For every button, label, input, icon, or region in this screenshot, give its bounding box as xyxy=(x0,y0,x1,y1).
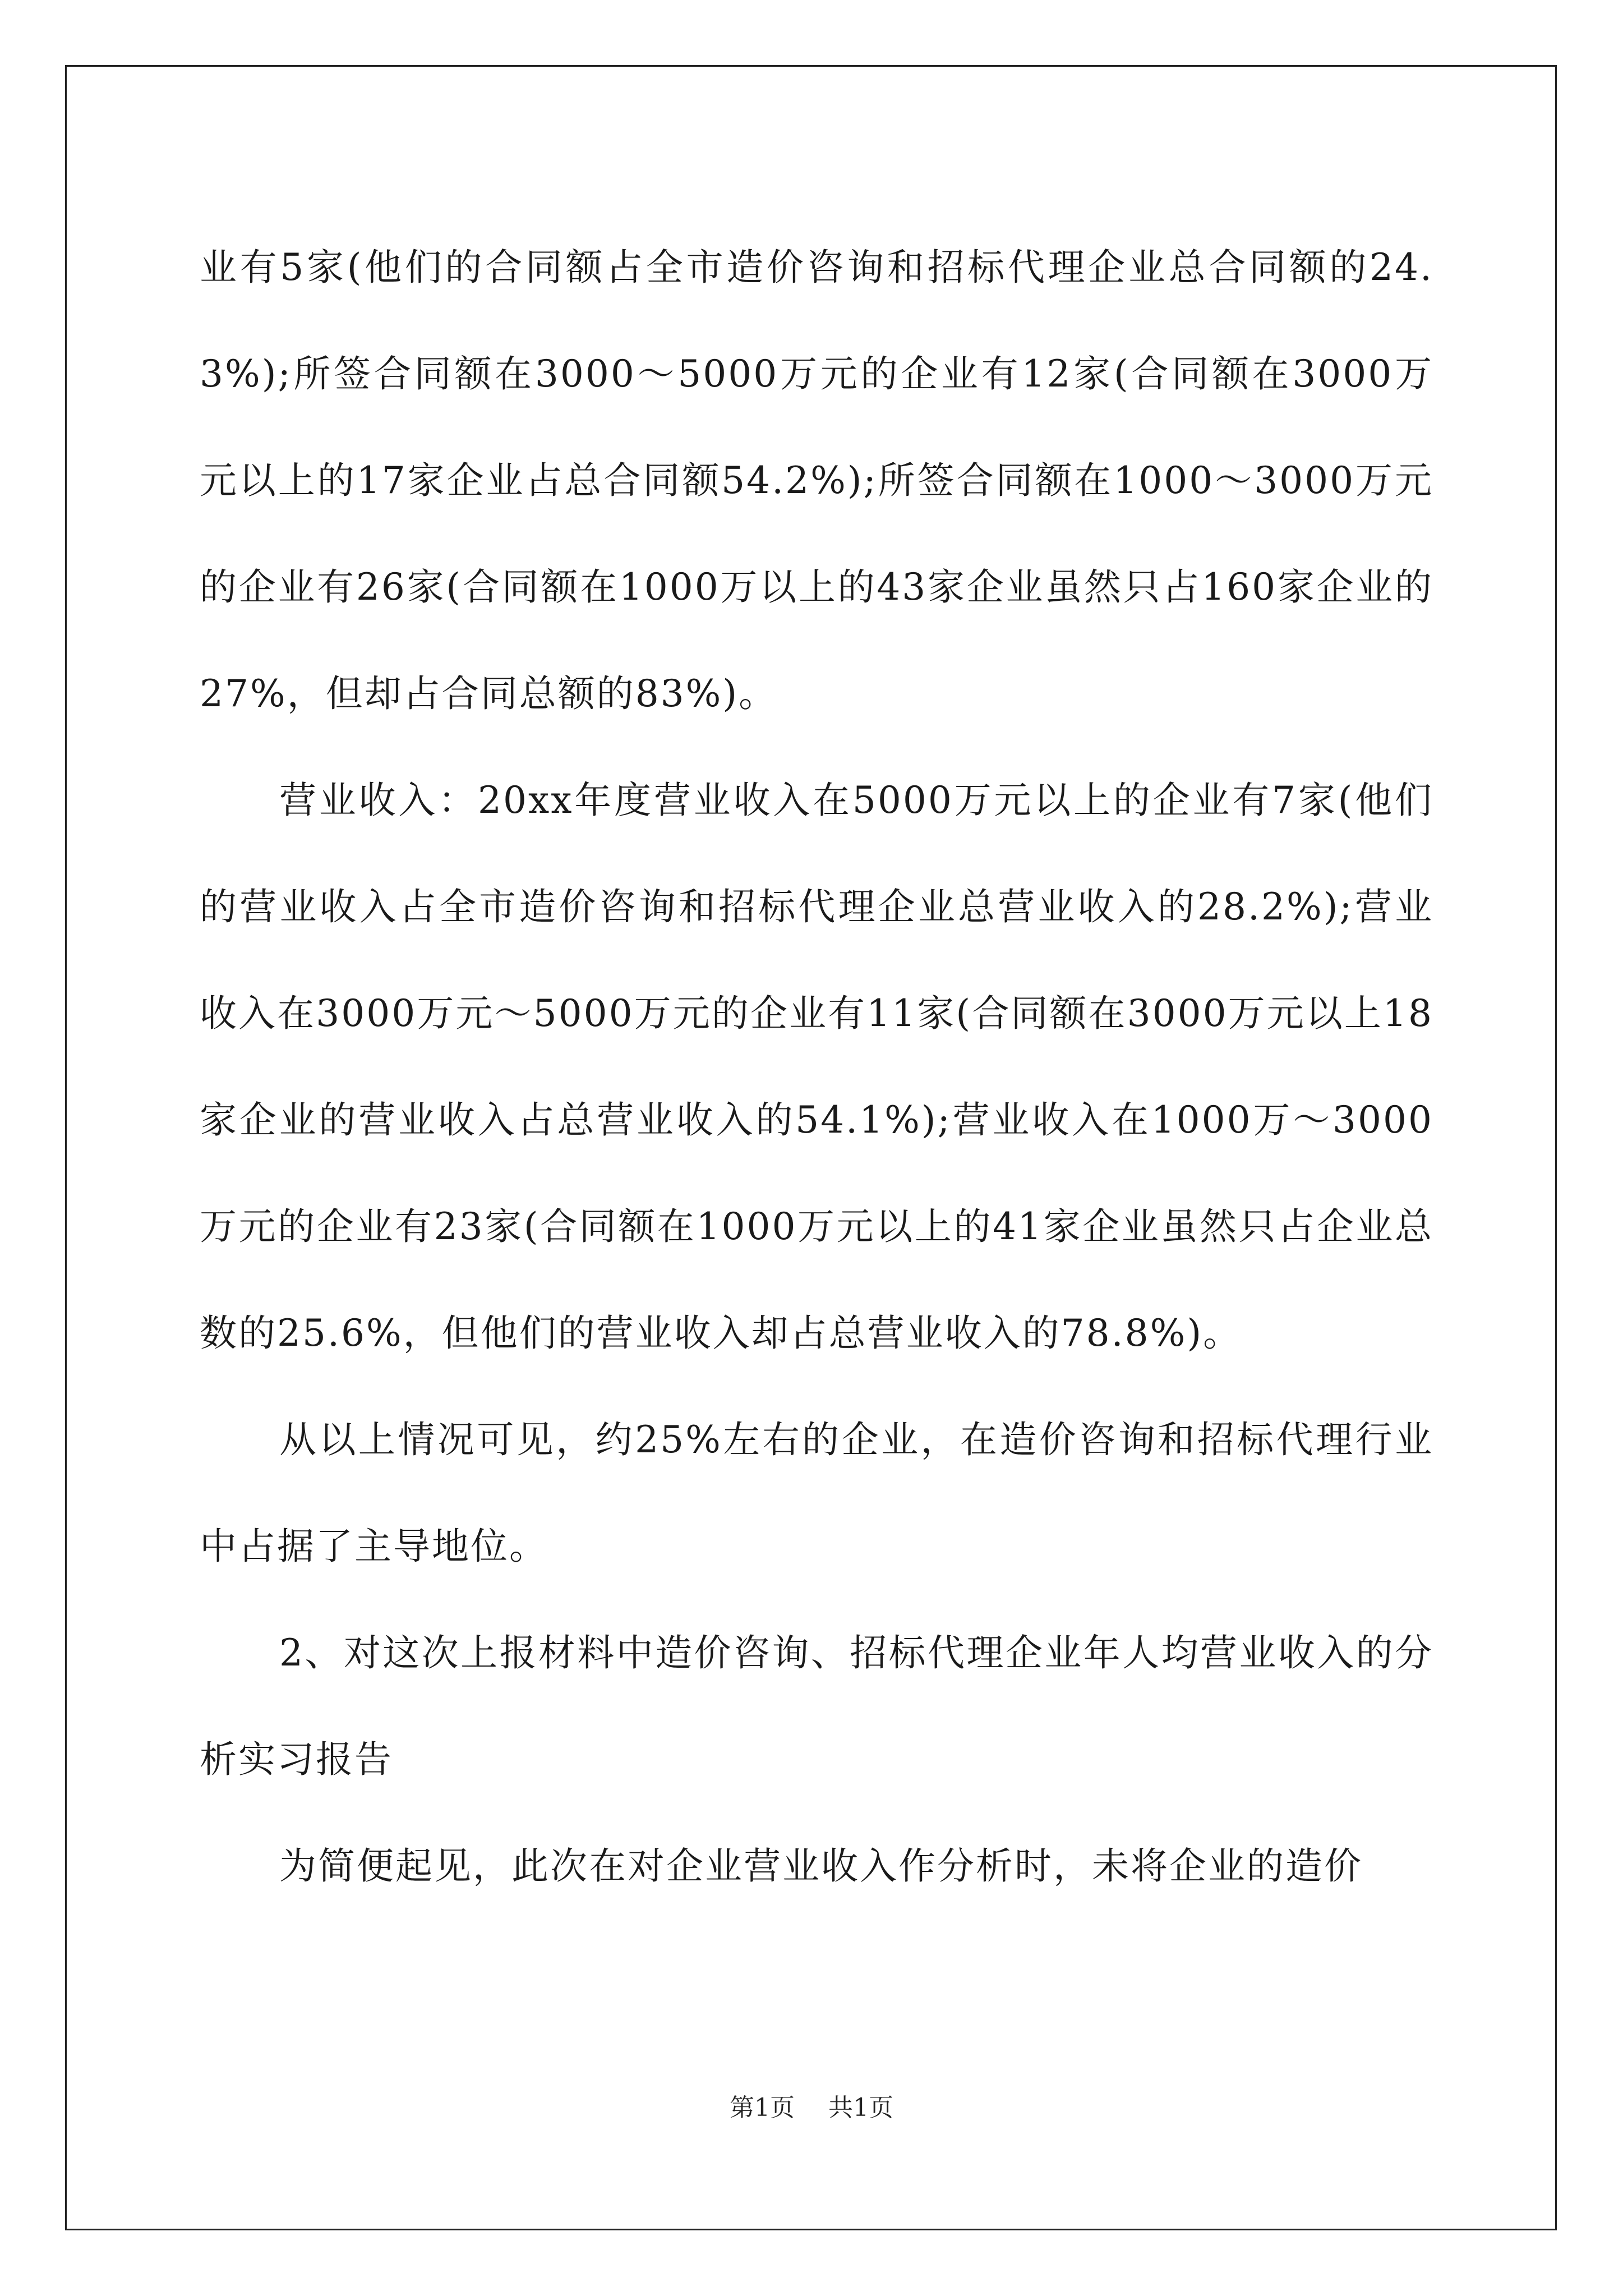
page-total: 共1页 xyxy=(828,2093,893,2122)
section-heading-per-capita-revenue: 2、对这次上报材料中造价咨询、招标代理企业年人均营业收入的分析实习报告 xyxy=(200,1631,1433,1781)
paragraph-operating-revenue: 营业收入：20xx年度营业收入在5000万元以上的企业有7家(他们的营业收入占全市造价咨询和招标代理企业总营业收入的28.2%);营业收入在3000万元～5000万元的企业有11家(合同额在3000万元以上18家企业的营业收入占总营业收入的54.1%);营业收入在1000万～3000万元的企业有23家(合同额在1000万元以上的41家企业虽然只占企业总数的25.6%，但他们的营业收入却占总营业收入的78.8%)。 xyxy=(200,779,1433,1355)
paragraph-simplification: 为简便起见，此次在对企业营业收入作分析时，未将企业的造价 xyxy=(279,1844,1363,1888)
page-footer xyxy=(0,2091,1623,2125)
document-body xyxy=(200,214,1433,1920)
paragraph-contract-amount: 业有5家(他们的合同额占全市造价咨询和招标代理企业总合同额的24.3%);所签合同额在3000～5000万元的企业有12家(合同额在3000万元以上的17家企业占总合同额54.2%);所签合同额在1000～3000万元的企业有26家(合同额在1000万以上的43家企业虽然只占160家企业的27%，但却占合同总额的83%)。 xyxy=(200,246,1433,715)
page-number: 第1页 xyxy=(730,2093,795,2122)
paragraph-conclusion: 从以上情况可见，约25%左右的企业，在造价咨询和招标代理行业中占据了主导地位。 xyxy=(200,1418,1433,1568)
